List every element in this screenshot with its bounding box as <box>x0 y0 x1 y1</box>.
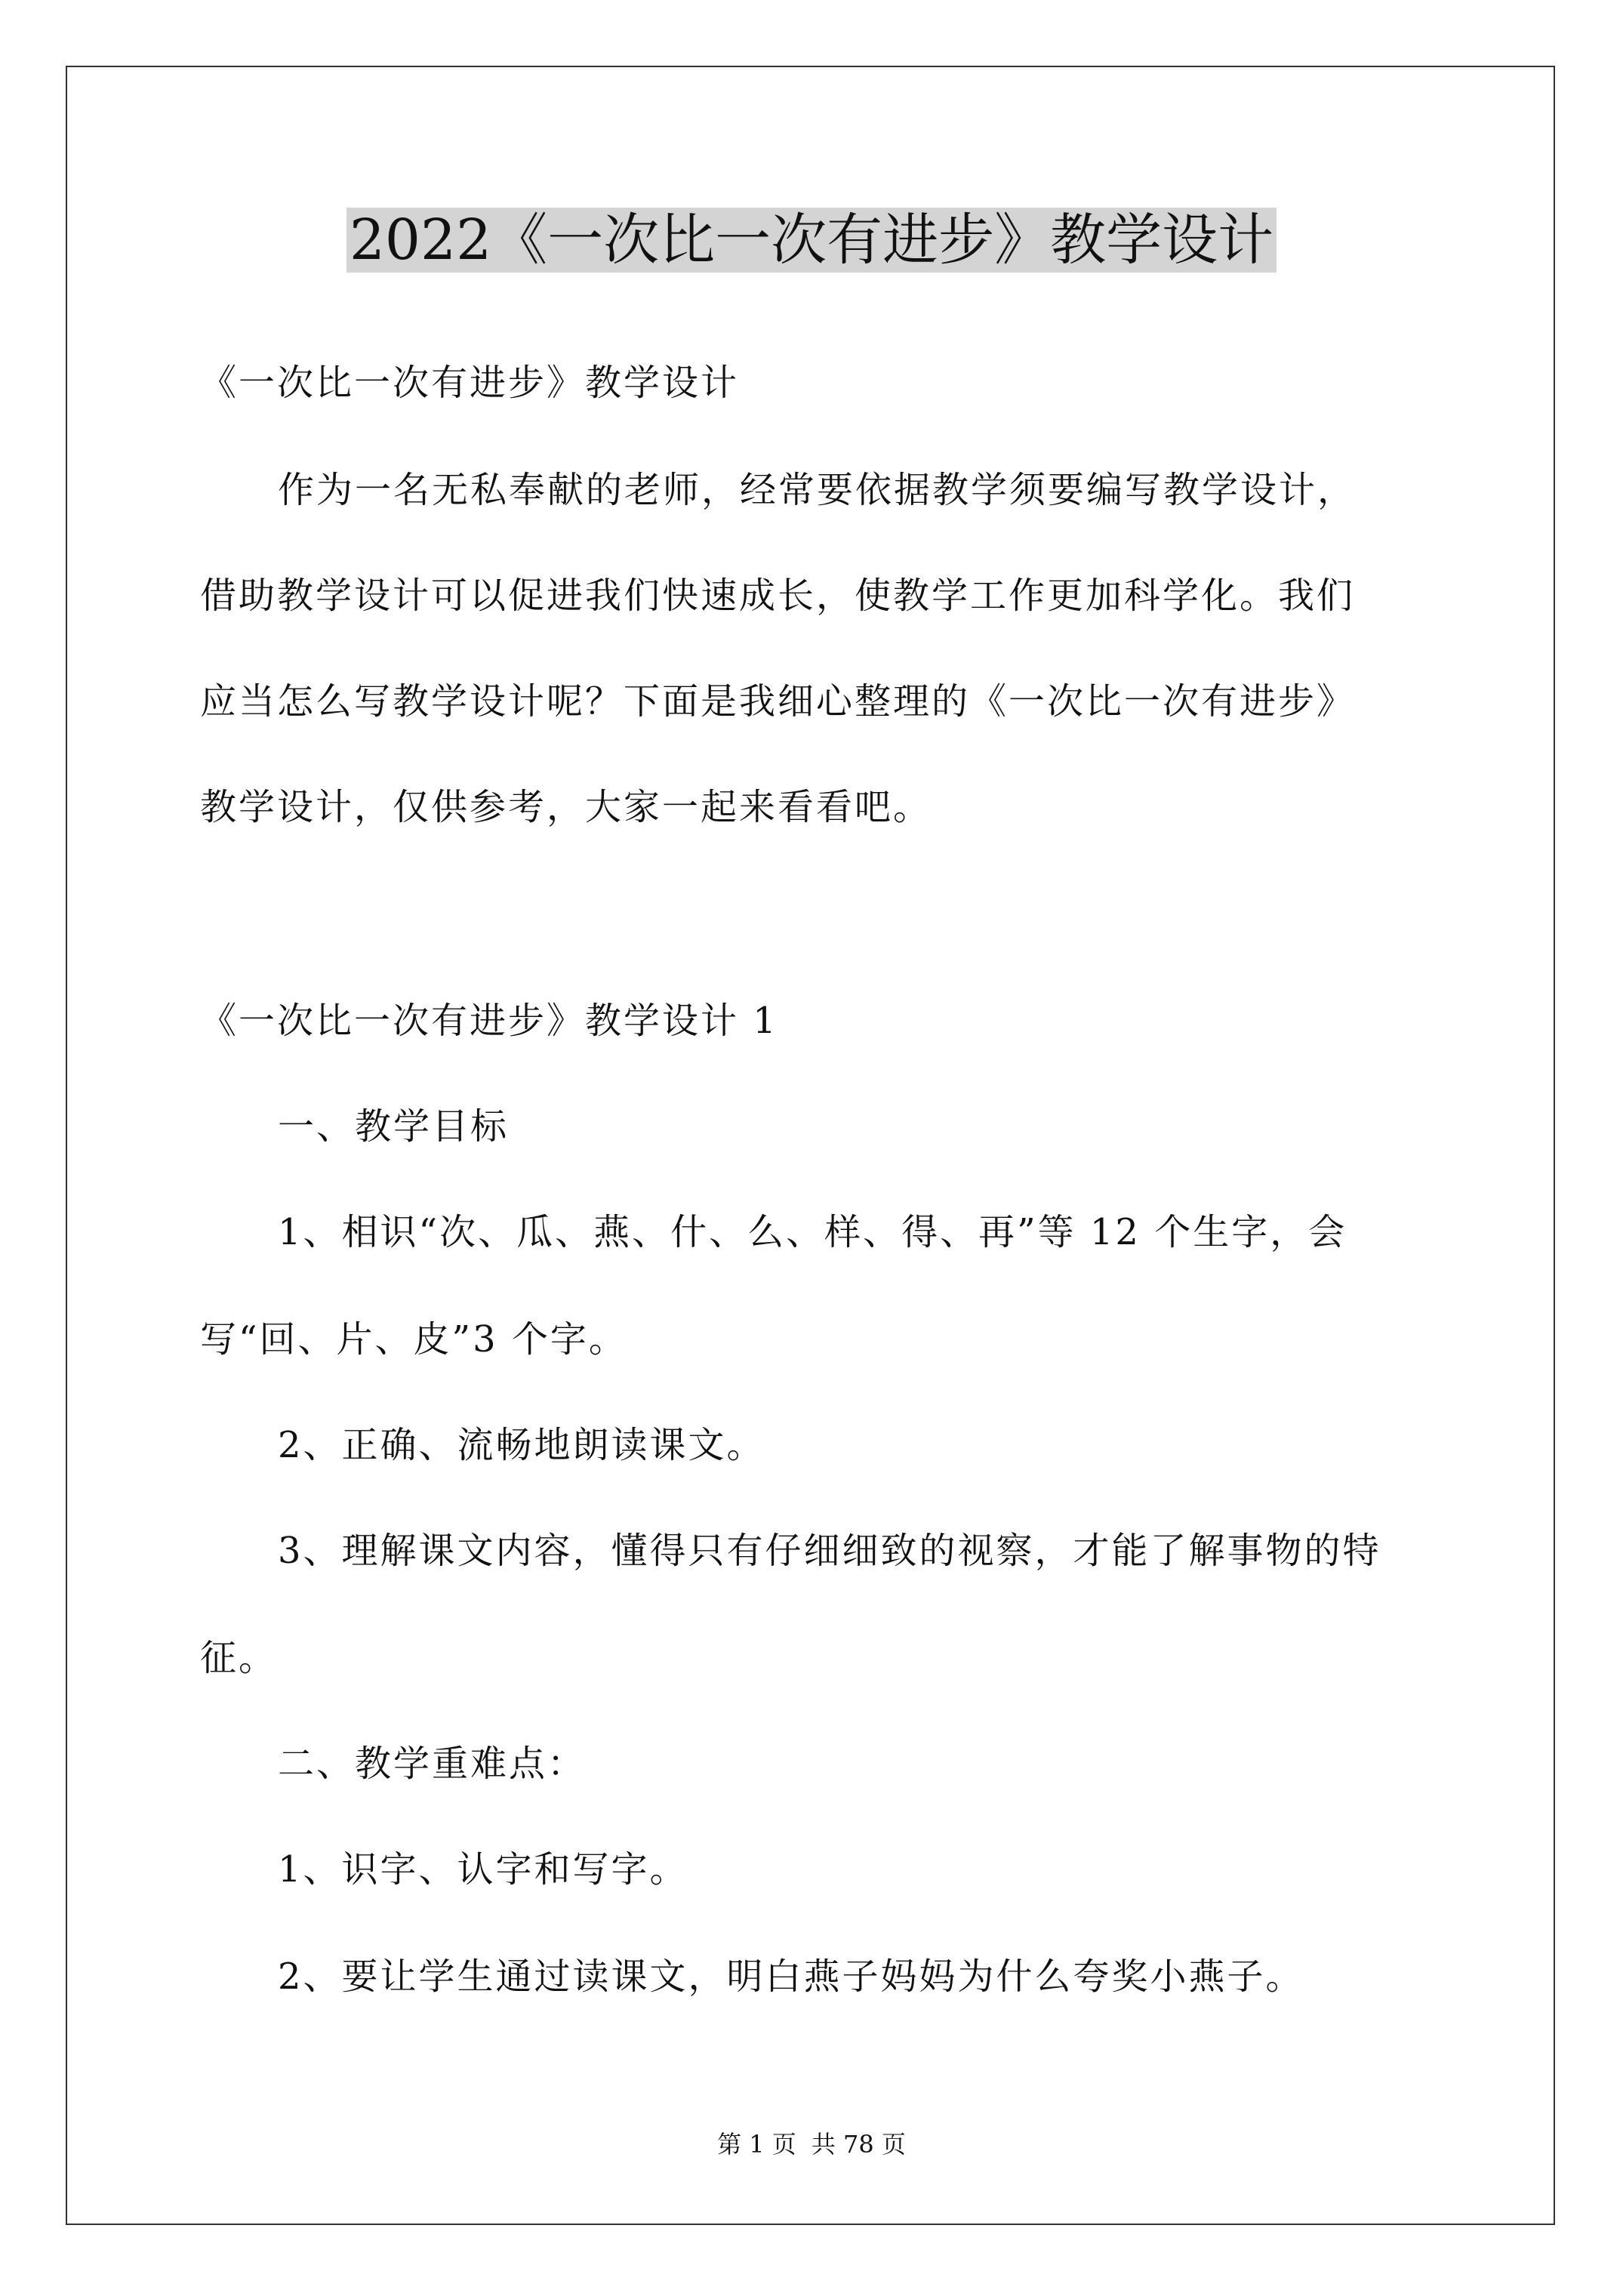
doc-line: 作为一名无私奉献的老师，经常要依据教学须要编写教学设计， <box>278 469 1357 511</box>
doc-line: 一、教学目标 <box>278 1105 510 1148</box>
page-footer <box>0 2129 1623 2159</box>
doc-line: 写“回、片、皮”3 个字。 <box>200 1318 627 1361</box>
doc-line: 2、要让学生通过读课文，明白燕子妈妈为什么夸奖小燕子。 <box>278 1955 1304 1998</box>
doc-line: 1、识字、认字和写字。 <box>278 1848 688 1891</box>
doc-line: 借助教学设计可以促进我们快速成长，使教学工作更加科学化。我们 <box>200 575 1356 617</box>
doc-line-subtitle: 《一次比一次有进步》教学设计 <box>200 362 740 404</box>
doc-line: 应当怎么写教学设计呢？下面是我细心整理的《一次比一次有进步》 <box>200 680 1356 723</box>
doc-line: 3、理解课文内容，懂得只有仔细细致的视察，才能了解事物的特 <box>278 1530 1381 1572</box>
doc-line: 1、相识“次、瓜、燕、什、么、样、得、再”等 12 个生字，会 <box>278 1211 1347 1253</box>
document-title <box>0 202 1623 278</box>
doc-line-section-heading: 《一次比一次有进步》教学设计 1 <box>200 1000 778 1042</box>
page-total: 共 78 页 <box>811 2130 906 2159</box>
doc-line: 二、教学重难点： <box>278 1743 587 1785</box>
page-number: 第 1 页 <box>717 2130 796 2159</box>
doc-line: 教学设计，仅供参考，大家一起来看看吧。 <box>200 786 932 828</box>
doc-line: 2、正确、流畅地朗读课文。 <box>278 1424 765 1466</box>
doc-line: 征。 <box>200 1637 278 1679</box>
title-text: 2022《一次比一次有进步》教学设计 <box>346 208 1277 273</box>
